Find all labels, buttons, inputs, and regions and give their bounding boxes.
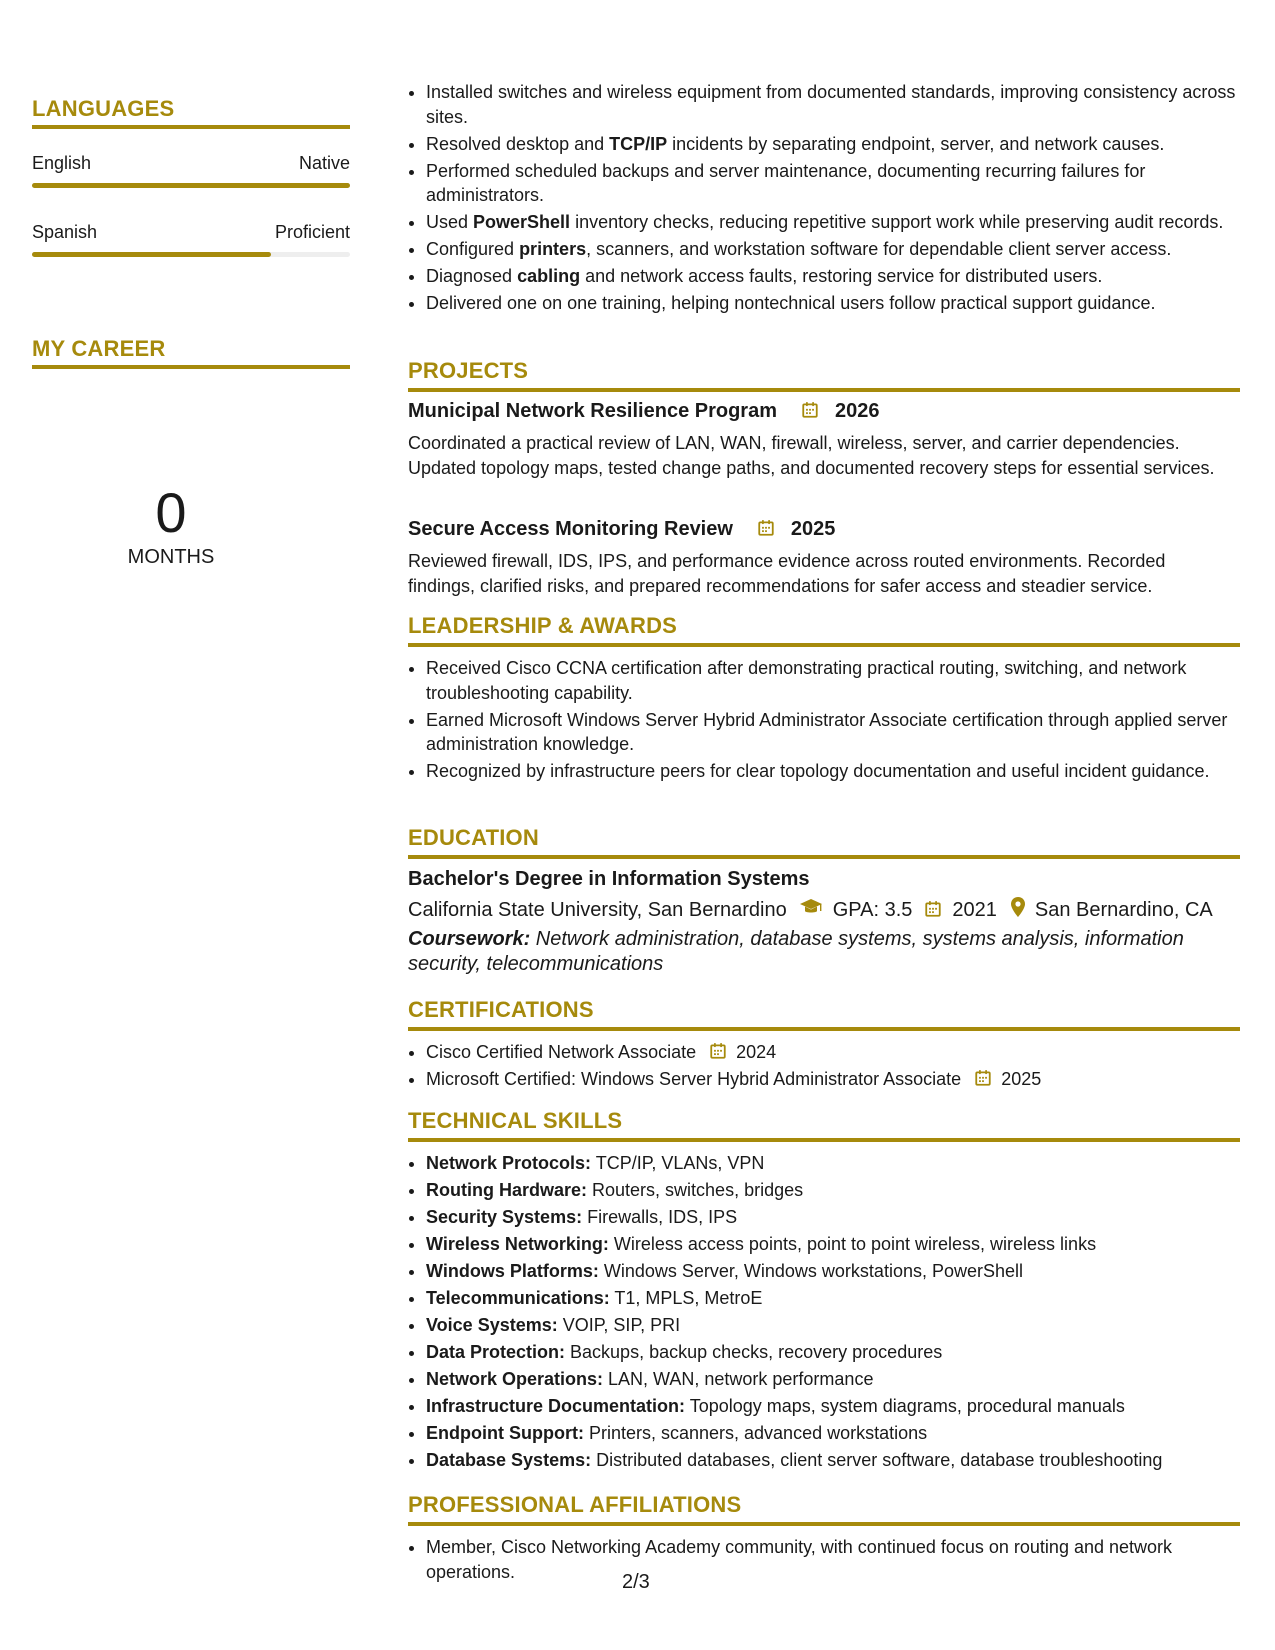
languages-rule <box>32 125 350 129</box>
certification-name: Cisco Certified Network Associate <box>426 1042 697 1062</box>
project-name: Secure Access Monitoring Review <box>408 518 733 540</box>
project-description: Reviewed firewall, IDS, IPS, and performance evidence across routed environments. Recorded findings, clarified risks, and prepared recommendations for safer access and steadier service. <box>408 551 1166 596</box>
calendar-icon <box>974 1069 992 1089</box>
languages-title: LANGUAGES <box>32 96 175 121</box>
experience-bullet: • Diagnosed cabling and network access faults, restoring service for distributed users. <box>426 264 1246 289</box>
certification-name: Microsoft Certified: Windows Server Hybrid Administrator Associate <box>426 1069 962 1089</box>
experience-bullet: • Used PowerShell inventory checks, reducing repetitive support work while preserving audit records. <box>426 210 1246 235</box>
experience-bullet: • Resolved desktop and TCP/IP incidents by separating endpoint, server, and network causes. <box>426 132 1246 157</box>
calendar-icon <box>745 518 783 541</box>
certification-year: 2025 <box>1001 1069 1042 1089</box>
skill-item: • Telecommunications: T1, MPLS, MetroE <box>426 1286 1246 1311</box>
skill-item: • Network Operations: LAN, WAN, network performance <box>426 1367 1246 1392</box>
project-year: 2026 <box>835 400 880 422</box>
certifications-rule <box>408 1027 1240 1031</box>
coursework <box>408 927 1228 977</box>
skill-item: • Endpoint Support: Printers, scanners, advanced workstations <box>426 1421 1246 1446</box>
leadership-rule <box>408 643 1240 647</box>
leadership-item: • Earned Microsoft Windows Server Hybrid Administrator Associate certification through applied server administration knowledge. <box>426 708 1246 757</box>
skill-item: • Data Protection: Backups, backup checks, recovery procedures <box>426 1340 1246 1365</box>
certifications-title: CERTIFICATIONS <box>408 997 594 1022</box>
certification-year: 2024 <box>736 1042 777 1062</box>
location-pin-icon <box>1011 897 1025 923</box>
skills-title: TECHNICAL SKILLS <box>408 1108 623 1133</box>
language-bar <box>32 252 350 257</box>
education-title: EDUCATION <box>408 825 539 850</box>
career-title: MY CAREER <box>32 336 166 361</box>
language-bar-fill <box>32 183 350 188</box>
language-bar <box>32 183 350 188</box>
experience-list <box>408 80 1246 318</box>
language-bar-fill <box>32 252 271 257</box>
language-item <box>32 222 350 243</box>
certification-item <box>426 1067 1246 1092</box>
skill-item: • Database Systems: Distributed databases, client server software, database troubleshooting <box>426 1448 1246 1473</box>
affiliations-list <box>408 1535 1246 1587</box>
graduation-cap-icon <box>799 898 823 922</box>
projects-rule <box>408 388 1240 392</box>
education-details <box>408 897 1213 923</box>
skills-rule <box>408 1138 1240 1142</box>
project-title <box>408 400 880 423</box>
experience-bullet: • Delivered one on one training, helping nontechnical users follow practical support guidance. <box>426 291 1246 316</box>
projects-title: PROJECTS <box>408 358 529 383</box>
certifications-list <box>408 1040 1246 1094</box>
skills-list <box>408 1151 1246 1475</box>
leadership-item: • Received Cisco CCNA certification after demonstrating practical routing, switching, and network troubleshooting capability. <box>426 656 1246 705</box>
gpa: GPA: 3.5 <box>832 898 913 921</box>
language-level: Proficient <box>274 222 350 242</box>
skill-item: • Infrastructure Documentation: Topology maps, system diagrams, procedural manuals <box>426 1394 1246 1419</box>
experience-bullet: • Configured printers, scanners, and workstation software for dependable client server access. <box>426 237 1246 262</box>
skill-item: • Windows Platforms: Windows Server, Windows workstations, PowerShell <box>426 1259 1246 1284</box>
affiliation-item: • Member, Cisco Networking Academy community, with continued focus on routing and network operations. <box>426 1535 1246 1584</box>
language-name: English <box>32 153 92 173</box>
calendar-icon <box>789 400 827 423</box>
skill-item: • Routing Hardware: Routers, switches, bridges <box>426 1178 1246 1203</box>
education-location: San Bernardino, CA <box>1034 898 1213 921</box>
leadership-title: LEADERSHIP & AWARDS <box>408 613 678 638</box>
project-name: Municipal Network Resilience Program <box>408 400 777 422</box>
leadership-item: • Recognized by infrastructure peers for clear topology documentation and useful incident guidance. <box>426 759 1246 784</box>
language-item <box>32 153 350 174</box>
career-value: 0 <box>155 481 187 544</box>
coursework-label: Coursework: <box>408 928 531 950</box>
skill-item: • Security Systems: Firewalls, IDS, IPS <box>426 1205 1246 1230</box>
leadership-list <box>408 656 1246 786</box>
degree-title: Bachelor's Degree in Information Systems <box>408 868 810 890</box>
skill-item: • Wireless Networking: Wireless access points, point to point wireless, wireless links <box>426 1232 1246 1257</box>
school-name: California State University, San Bernardino <box>408 898 787 921</box>
experience-bullet: • Performed scheduled backups and server maintenance, documenting recurring failures for administrators. <box>426 159 1246 208</box>
career-rule <box>32 365 350 369</box>
education-rule <box>408 855 1240 859</box>
language-name: Spanish <box>32 222 98 242</box>
experience-bullet: • Installed switches and wireless equipment from documented standards, improving consistency across sites. <box>426 80 1246 129</box>
career-unit: MONTHS <box>127 546 215 568</box>
skill-item: • Voice Systems: VOIP, SIP, PRI <box>426 1313 1246 1338</box>
affiliations-rule <box>408 1522 1240 1526</box>
project-description: Coordinated a practical review of LAN, WAN, firewall, wireless, server, and carrier dependencies. Updated topology maps, tested change paths, and documented recovery steps for essential services. <box>408 433 1215 478</box>
certification-item <box>426 1040 1246 1065</box>
project-year: 2025 <box>790 518 836 540</box>
language-level: Native <box>298 153 350 173</box>
skill-item: • Network Protocols: TCP/IP, VLANs, VPN <box>426 1151 1246 1176</box>
calendar-icon <box>709 1042 727 1062</box>
page-number: 2/3 <box>622 1571 650 1593</box>
graduation-year: 2021 <box>952 898 997 921</box>
coursework-text: Network administration, database systems, systems analysis, information security, telecommunications <box>408 928 1184 975</box>
project-title <box>408 518 835 541</box>
calendar-icon <box>924 899 942 922</box>
affiliations-title: PROFESSIONAL AFFILIATIONS <box>408 1492 742 1517</box>
